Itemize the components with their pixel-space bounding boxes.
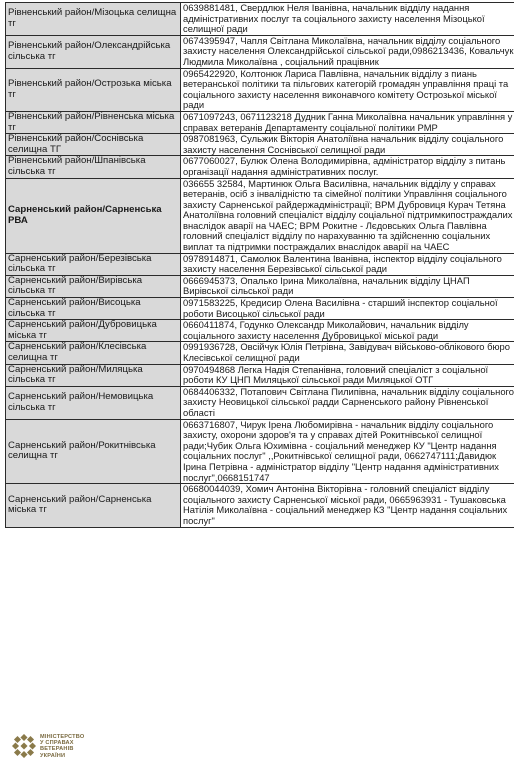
table-row [6, 275, 514, 297]
table-row [6, 419, 514, 484]
footer [0, 726, 514, 770]
contact-cell: 0987081963, Сульжик Вікторія Анатоліївна начальник відділу соціального захисту населення Соснівської селищної ради [181, 134, 514, 156]
district-cell: Сарненський район/Клесівська селищна тг [6, 342, 181, 364]
contact-cell: 0660411874, Годунко Олександр Миколайович, начальник відділу соціального захисту населення Дубровицької міської ради [181, 320, 514, 342]
contact-cell: 0965422920, Колтонюк Лариса Павлівна, начальник відділу з пиань ветеранської політики та пільгових категорій громадян управління праці та соціального захисту населення виконавчого комітету Острозької міської ради [181, 68, 514, 111]
ministry-name: МІНІСТЕРСТВО У СПРАВАХ ВЕТЕРАНІВ УКРАЇНИ [40, 734, 85, 759]
table-row [6, 364, 514, 386]
contacts-table [5, 2, 514, 528]
contact-cell: 036655 32584, Мартинюк Ольга Василівна, начальник відділу у справах ветеранів, осіб з інвалідністю та сімейної політики Управління соціального захисту Сарненської райдержадміністрації; ВРМ Дубровиця Курач Тетяна Анатоліївна головний спеціаліст відділу соціальної підтримкипостраждалих внаслідок аварії на ЧАЕС; ВРМ Рокитне - Лєдовських Ольга Павлівна головний спеціаліст відділу по нарахуванню та здійсненню соціальних виплат та підтримки постраждалих внаслідок аварії на ЧАЕС [181, 178, 514, 253]
district-cell: Сарненський район/Сарненська РВА [6, 178, 181, 253]
contact-cell: 0666945373, Опалько Ірина Миколаївна, начальник відділу ЦНАП Вирівської сільської ради [181, 275, 514, 297]
table-row [6, 111, 514, 133]
district-cell: Рівненський район/Шпанівська сільська тг [6, 156, 181, 178]
district-cell: Сарненський район/Рокитнівська селищна тг [6, 419, 181, 484]
contact-cell: 06680044039, Хомич Антоніна Вікторівна - головний спеціаліст відділу соціального захисту Сарненської міської ради, 0665963931 - Тушаковська Натілія Миколаївна - соціальний менеджер КЗ "Центр надання соціальних послуг" [181, 484, 514, 527]
table-row [6, 35, 514, 68]
table-row [6, 253, 514, 275]
contacts-table-body [6, 3, 514, 528]
district-cell: Сарненський район/Березівська сільська тг [6, 253, 181, 275]
table-row [6, 178, 514, 253]
contact-cell: 0663716807, Чирук Ірена Любомирівна - начальник відділу соціального захисту, охорони здоров'я та у справах дітей Рокитнівської селищної ради;Чубик Ольга Юхимівна - соціальний менеджер КУ "Центр надання соціальних послуг" ,,Рокитнівської селищної ради, 0662747111;Давидюк Ірина Петрівна - адміністратор відділу "Центр надання адміністративних послуг",0668151747 [181, 419, 514, 484]
contact-cell: 0671097243, 0671123218 Дудник Ганна Миколаївна начальник управління у справах ветеранів Департаменту соціальної політики РМР [181, 111, 514, 133]
table-row [6, 484, 514, 527]
contact-cell: 0684406332, Потапович Світлана Пилипівна, начальник відділу соціального захисту Неовицької сільської радди Сарненського району Рівненської області [181, 386, 514, 419]
contact-cell: 0991936728, Овсійчук Юлія Петрівна, Завідувач військово-облікового бюро Клесівської селищної ради [181, 342, 514, 364]
district-cell: Сарненський район/Немовицька сільська тг [6, 386, 181, 419]
table-row [6, 386, 514, 419]
contact-cell: 0674395947, Чапля Світлана Миколаївна, начальник відділу соціального захисту населення Олександрійської сільської ради,0986213436, Ковальчук Людмила Миколаївна , соціальний працівник [181, 35, 514, 68]
district-cell: Сарненський район/Висоцька сільська тг [6, 298, 181, 320]
table-row [6, 298, 514, 320]
district-cell: Рівненський район/Острозька міська тг [6, 68, 181, 111]
district-cell: Рівненський район/Рівненська міська тг [6, 111, 181, 133]
table-row [6, 320, 514, 342]
table-row [6, 68, 514, 111]
table-row [6, 3, 514, 36]
district-cell: Рівненський район/Мізоцька селищна тг [6, 3, 181, 36]
table-row [6, 342, 514, 364]
district-cell: Рівненський район/Олександрійська сільська тг [6, 35, 181, 68]
district-cell: Сарненський район/Миляцька сільська тг [6, 364, 181, 386]
table-row [6, 134, 514, 156]
contact-cell: 0677060027, Булюк Олена Володимирівна, адміністратор відділу з питань організації надання адміністративних послуг. [181, 156, 514, 178]
district-cell: Сарненський район/Дубровицька міська тг [6, 320, 181, 342]
district-cell: Рівненський район/Соснівська селищна ТГ [6, 134, 181, 156]
contact-cell: 0639881481, Свердлюк Неля Іванівна, начальник відділу надання адміністративних послуг та соціального захисту населення Мізоцької селищної ради [181, 3, 514, 36]
contact-cell: 0978914871, Самолюк Валентина Іванівна, інспектор відділу соціального захисту населення Березівської сільської ради [181, 253, 514, 275]
ministry-emblem-icon [12, 734, 36, 758]
contact-cell: 0970494868 Легка Надія Степанівна, головний спеціаліст з соціальної роботи КУ ЦНП Миляцької сільської ради Миляцької ОТГ [181, 364, 514, 386]
contact-cell: 0971583225, Кредисир Олена Василівна - старший інспектор соціальної роботи Висоцької сільської ради [181, 298, 514, 320]
table-row [6, 156, 514, 178]
district-cell: Сарненський район/Сарненська міська тг [6, 484, 181, 527]
district-cell: Сарненський район/Вирівська сільська тг [6, 275, 181, 297]
